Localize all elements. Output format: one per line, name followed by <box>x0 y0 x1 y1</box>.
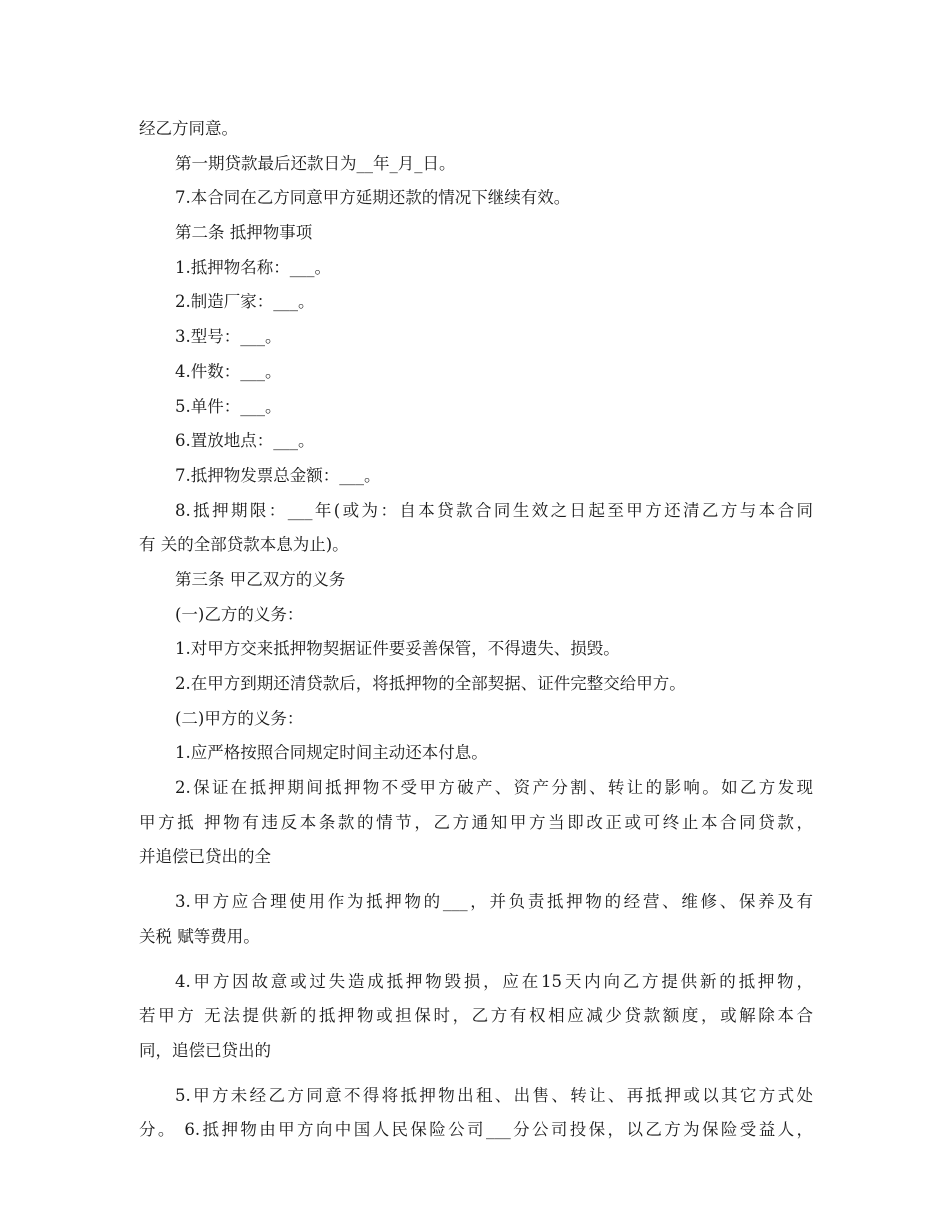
document-line: (一)乙方的义务： <box>175 604 304 624</box>
document-line: 1.对甲方交来抵押物契据证件要妥善保管，不得遗失、损毁。 <box>175 639 620 659</box>
document-line: 1.抵押物名称：___。 <box>175 257 331 277</box>
document-body <box>139 112 813 1148</box>
document-line: 6.置放地点：___。 <box>175 431 315 451</box>
document-line: 第一期贷款最后还款日为__年_月_日。 <box>175 153 456 173</box>
document-line: 并追偿已贷出的全 <box>139 847 271 867</box>
document-line: 甲方抵 押物有违反本条款的情节，乙方通知甲方当即改正或可终止本合同贷款， <box>139 812 813 832</box>
document-line: 2.在甲方到期还清贷款后，将抵押物的全部契据、证件完整交给甲方。 <box>175 674 686 693</box>
document-line: 8.抵押期限：___年(或为：自本贷款合同生效之日起至甲方还清乙方与本合同 <box>175 500 813 520</box>
document-line: 3.甲方应合理使用作为抵押物的___，并负责抵押物的经营、维修、保养及有 <box>175 892 813 912</box>
paragraph-gap <box>139 875 813 885</box>
document-line: 分。 6.抵押物由甲方向中国人民保险公司___分公司投保，以乙方为保险受益人， <box>139 1120 813 1140</box>
document-line: 同，追偿已贷出的 <box>139 1040 271 1060</box>
document-line: 7.本合同在乙方同意甲方延期还款的情况下继续有效。 <box>175 188 571 208</box>
document-line: 有 关的全部贷款本息为止)。 <box>139 535 349 555</box>
document-line: 关税 赋等费用。 <box>139 926 260 946</box>
document-line: 经乙方同意。 <box>139 119 238 138</box>
document-line: 第三条 甲乙双方的义务 <box>175 569 346 589</box>
document-line: 1.应严格按照合同规定时间主动还本付息。 <box>175 743 488 763</box>
document-line: 5.单件：___。 <box>175 396 282 416</box>
paragraph-gap <box>139 955 813 965</box>
document-line: 5.甲方未经乙方同意不得将抵押物出租、出售、转让、再抵押或以其它方式处 <box>175 1085 813 1105</box>
document-line: 3.型号：___。 <box>175 327 282 347</box>
document-line: 7.抵押物发票总金额：___。 <box>175 465 381 485</box>
document-line: (二)甲方的义务： <box>175 708 304 728</box>
document-line: 4.甲方因故意或过失造成抵押物毁损，应在15天内向乙方提供新的抵押物， <box>175 971 813 991</box>
document-line: 2.制造厂家：___。 <box>175 292 315 312</box>
document-line: 4.件数：___。 <box>175 361 282 381</box>
paragraph-gap <box>139 1069 813 1079</box>
document-line: 若甲方 无法提供新的抵押物或担保时，乙方有权相应减少贷款额度，或解除本合 <box>139 1006 813 1026</box>
document-line: 第二条 抵押物事项 <box>175 223 313 243</box>
document-line: 2.保证在抵押期间抵押物不受甲方破产、资产分割、转让的影响。如乙方发现 <box>175 778 813 798</box>
